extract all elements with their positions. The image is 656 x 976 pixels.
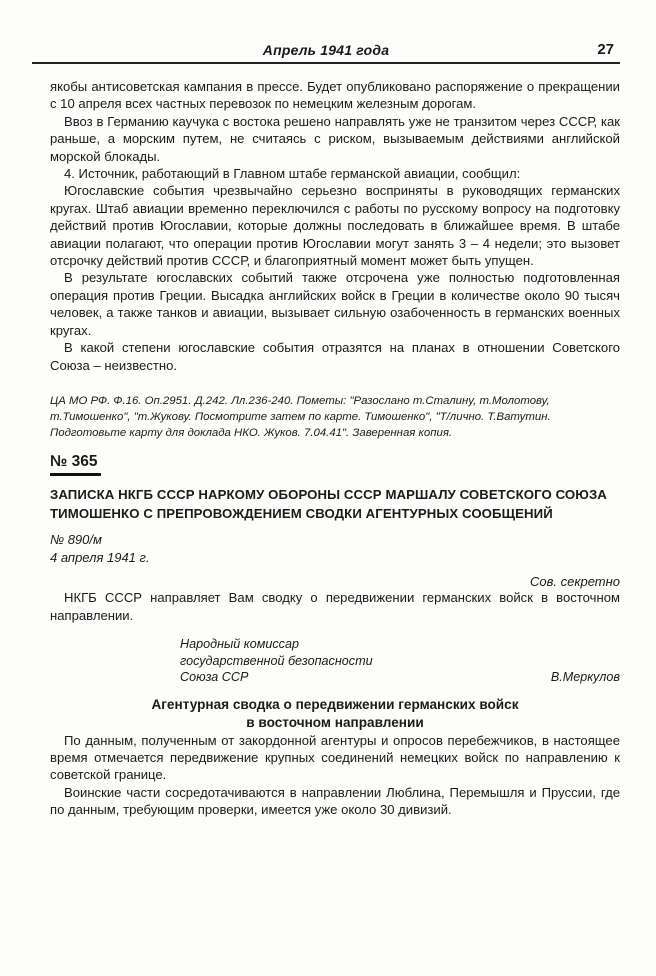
signature-title-line: государственной безопасности <box>180 653 373 668</box>
signature-block <box>180 636 620 686</box>
page-number: 27 <box>597 41 614 58</box>
paragraph: 4. Источник, работающий в Главном штабе германской авиации, сообщил: <box>64 166 521 182</box>
signature-title-line: Народный комиссар <box>180 637 299 652</box>
summary-title <box>50 696 620 732</box>
signatory-name: В.Меркулов <box>550 670 620 685</box>
paragraph: Югославские события чрезвычайно серьезно восприняты в руководящих германских кругах. Штаб авиации временно переключился с работы по русскому вопросу на подготовку действий против Югославии, которые должны последовать в ближайшее время. В штабе авиации полагают, что операции против Югославии могут занять 3 – 4 недели; это вызовет отсрочку действий против СССР, и благоприятный момент может быть упущен. <box>50 183 620 269</box>
summary-title-line: в восточном направлении <box>246 714 424 730</box>
paragraph: якобы антисоветская кампания в прессе. Будет опубликовано распоряжение о прекращении с 10 апреля всех частных перевозок по немецким железным дорогам. <box>50 79 620 112</box>
document-number: № 365 <box>50 453 101 476</box>
cover-letter-text: НКГБ СССР направляет Вам сводку о передвижении германских войск в восточном направлении. <box>50 590 620 623</box>
running-header <box>32 40 620 64</box>
archive-source-note: ЦА МО РФ. Ф.16. Оп.2951. Д.242. Лл.236-240. Пометы: "Разослано т.Сталину, т.Молотову, т.Тимошенко", "т.Жукову. Посмотрите затем по карте. Тимошенко", "Т/лично. Т.Ватутин. Подготовьте карту для доклада НКО. Жуков. 7.04.41". Заверенная копия. <box>50 394 551 439</box>
page-body <box>50 78 620 819</box>
document-meta <box>50 531 620 566</box>
summary-title-line: Агентурная сводка о передвижении германских войск <box>151 696 519 712</box>
paragraph: В результате югославских событий также отсрочена уже полностью подготовленная операция против Греции. Высадка английских войск в Греции в количестве около 90 тысяч человек, а также танков и авиации, вызывает сильную озабоченность в германских военных кругах. <box>50 270 620 338</box>
document-title: ЗАПИСКА НКГБ СССР НАРКОМУ ОБОРОНЫ СССР МАРШАЛУ СОВЕТСКОГО СОЮЗА ТИМОШЕНКО С ПРЕПРОВОЖДЕНИЕМ СВОДКИ АГЕНТУРНЫХ СООБЩЕНИЙ <box>50 487 607 521</box>
document-date: 4 апреля 1941 г. <box>50 549 150 565</box>
classification-label: Сов. секретно <box>529 574 620 590</box>
paragraph: По данным, полученным от закордонной агентуры и опросов перебежчиков, в настоящее время отмечается передвижение крупных соединений немецких войск по направлению к советской границе. <box>50 732 620 783</box>
running-header-title: Апрель 1941 года <box>262 42 390 58</box>
paragraph: Воинские части сосредотачиваются в направлении Люблина, Перемышля и Пруссии, где по данным, требующим проверки, имеется уже около 30 дивизий. <box>50 784 620 818</box>
signature-title-line: Союза ССР <box>180 670 249 685</box>
paragraph: В какой степени югославские события отразятся на планах в отношении Советского Союза – неизвестно. <box>50 340 620 373</box>
paragraph: Ввоз в Германию каучука с востока решено направлять уже не транзитом через СССР, как раньше, а морским путем, не считаясь с риском, вызываемым действиями английской морской блокады. <box>50 113 620 164</box>
reference-number: № 890/м <box>50 532 102 548</box>
